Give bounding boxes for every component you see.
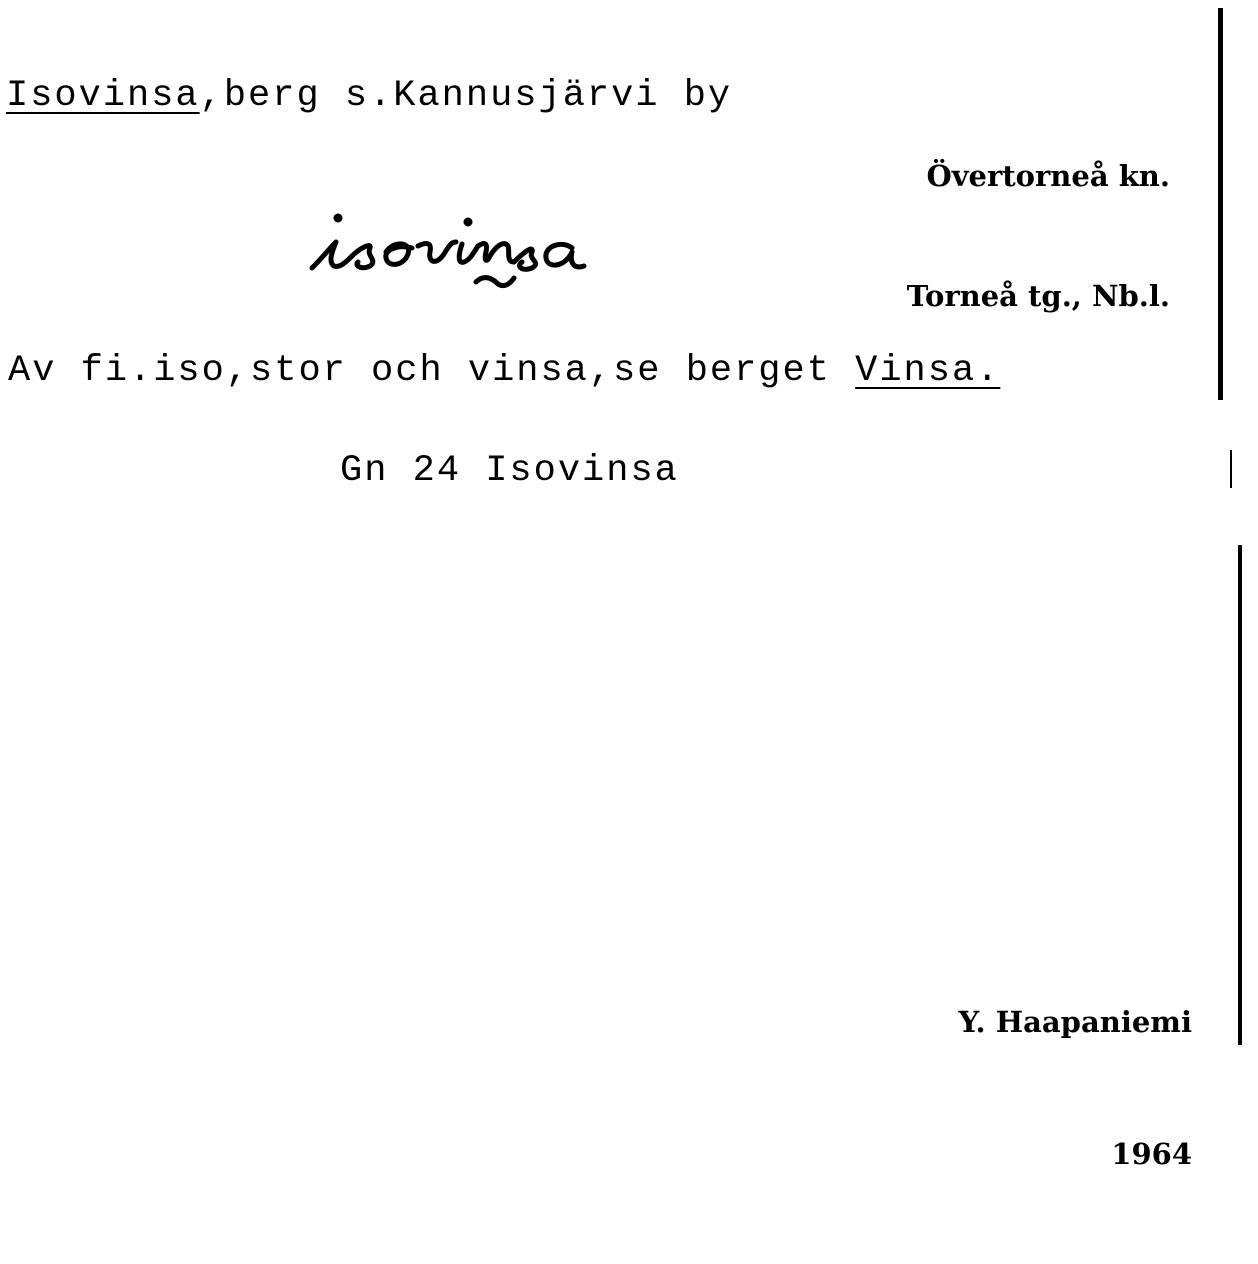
card-edge-line-middle <box>1230 450 1232 488</box>
card-edge-line-lower <box>1238 545 1242 1045</box>
card-edge-line-upper <box>1218 8 1223 400</box>
cross-reference-vinsa: Vinsa. <box>855 350 1001 392</box>
headword: Isovinsa <box>6 75 200 117</box>
gn-reference: Gn 24 Isovinsa <box>340 450 679 492</box>
collection-year: 1964 <box>1111 1137 1192 1171</box>
parish-line-1: Övertorneå kn. <box>926 159 1170 193</box>
etymology-line <box>8 350 1000 392</box>
etymology-text: Av fi.iso,stor och vinsa,se berget <box>8 350 856 392</box>
signature-block <box>959 912 1192 1264</box>
parish-block <box>907 76 1170 396</box>
headline-description: ,berg s.Kannusjärvi by <box>199 75 733 117</box>
headline <box>6 75 732 117</box>
handwritten-pronunciation <box>300 190 780 310</box>
parish-line-2: Torneå tg., Nb.l. <box>906 279 1170 313</box>
collector-name: Y. Haapaniemi <box>958 1005 1192 1039</box>
